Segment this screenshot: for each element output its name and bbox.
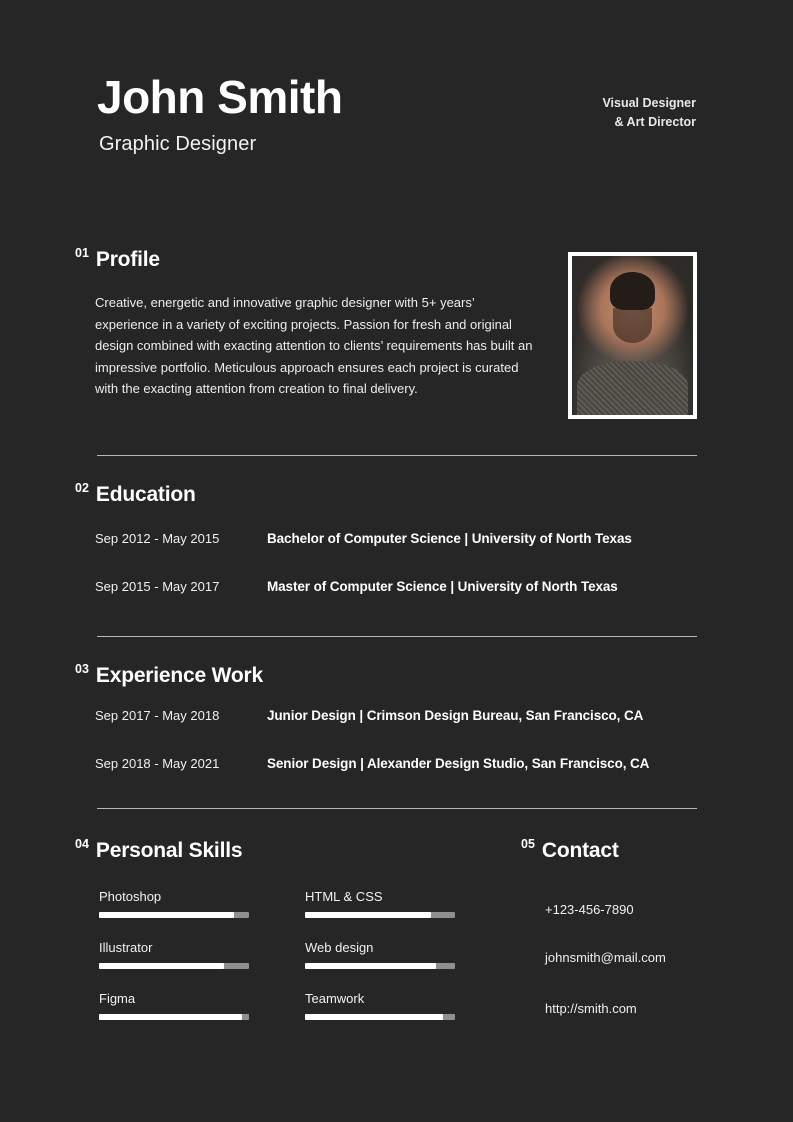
profile-body-text: Creative, energetic and innovative graphic designer with 5+ years’ experience in a variety of exciting projects. Passion for fresh and original design combined with exacting attention to clients’ requirements has built an impressive portfolio. Meticulous approach ensures each project is curated with the exacting attention from creation to final delivery.	[95, 295, 533, 397]
section-number: 05	[521, 837, 535, 851]
education-item	[95, 531, 695, 546]
skill-bar-fill	[305, 1014, 443, 1020]
portrait-beard-shape	[613, 308, 652, 343]
page-title: John Smith	[97, 71, 343, 123]
section-number: 04	[75, 837, 89, 851]
experience-item	[95, 756, 715, 771]
tagline-line-1: Visual Designer	[602, 96, 696, 110]
contact-email[interactable]: johnsmith@mail.com	[545, 950, 666, 965]
skill-item	[305, 889, 455, 918]
portrait-shoulders-shape	[577, 361, 688, 415]
divider-2	[97, 636, 697, 637]
skill-bar-fill	[99, 963, 224, 969]
section-heading-experience	[75, 664, 263, 688]
skill-label: Photoshop	[99, 889, 162, 904]
skill-item	[99, 991, 249, 1020]
section-heading-education	[75, 483, 196, 507]
skill-bar-track	[305, 963, 455, 969]
section-title: Contact	[541, 839, 619, 862]
experience-description: Senior Design | Alexander Design Studio, San Francisco, CA	[267, 756, 650, 771]
experience-item	[95, 708, 715, 723]
skill-item	[99, 940, 249, 969]
education-item	[95, 579, 695, 594]
section-number: 03	[75, 662, 89, 676]
portrait-hair-shape	[610, 272, 656, 310]
skill-bar-fill	[99, 1014, 242, 1020]
education-date: Sep 2012 - May 2015	[95, 531, 220, 546]
portrait-photo-image	[572, 256, 693, 415]
skill-label: Illustrator	[99, 940, 153, 955]
section-heading-contact	[521, 839, 619, 863]
skill-label: HTML & CSS	[305, 889, 383, 904]
skill-item	[305, 940, 455, 969]
contact-phone[interactable]: +123-456-7890	[545, 902, 634, 917]
education-description: Master of Computer Science | University of North Texas	[267, 579, 618, 594]
header-tagline	[602, 94, 696, 133]
experience-date: Sep 2017 - May 2018	[95, 708, 220, 723]
skill-bar-track	[99, 963, 249, 969]
divider-1	[97, 455, 697, 456]
skill-item	[305, 991, 455, 1020]
skill-bar-fill	[305, 912, 431, 918]
skill-item	[99, 889, 249, 918]
skill-bar-track	[305, 1014, 455, 1020]
section-title: Experience Work	[95, 664, 263, 687]
tagline-line-2: & Art Director	[614, 115, 696, 130]
divider-3	[97, 808, 697, 809]
education-date: Sep 2015 - May 2017	[95, 579, 220, 594]
skill-bar-track	[99, 1014, 249, 1020]
section-title: Profile	[95, 248, 160, 271]
skill-label: Web design	[305, 940, 374, 955]
skill-bar-fill	[305, 963, 436, 969]
portrait-photo	[568, 252, 697, 419]
section-title: Education	[95, 483, 196, 506]
skill-label: Teamwork	[305, 991, 365, 1006]
skill-bar-track	[99, 912, 249, 918]
skill-label: Figma	[99, 991, 136, 1006]
section-heading-profile	[75, 248, 160, 272]
experience-description: Junior Design | Crimson Design Bureau, San Francisco, CA	[267, 708, 644, 723]
section-number: 02	[75, 481, 89, 495]
section-title: Personal Skills	[95, 839, 243, 862]
job-title: Graphic Designer	[99, 133, 257, 155]
section-number: 01	[75, 246, 89, 260]
experience-date: Sep 2018 - May 2021	[95, 756, 220, 771]
skill-bar-fill	[99, 912, 234, 918]
section-heading-skills	[75, 839, 242, 863]
education-description: Bachelor of Computer Science | University of North Texas	[267, 531, 632, 546]
skill-bar-track	[305, 912, 455, 918]
contact-website[interactable]: http://smith.com	[545, 1001, 637, 1016]
